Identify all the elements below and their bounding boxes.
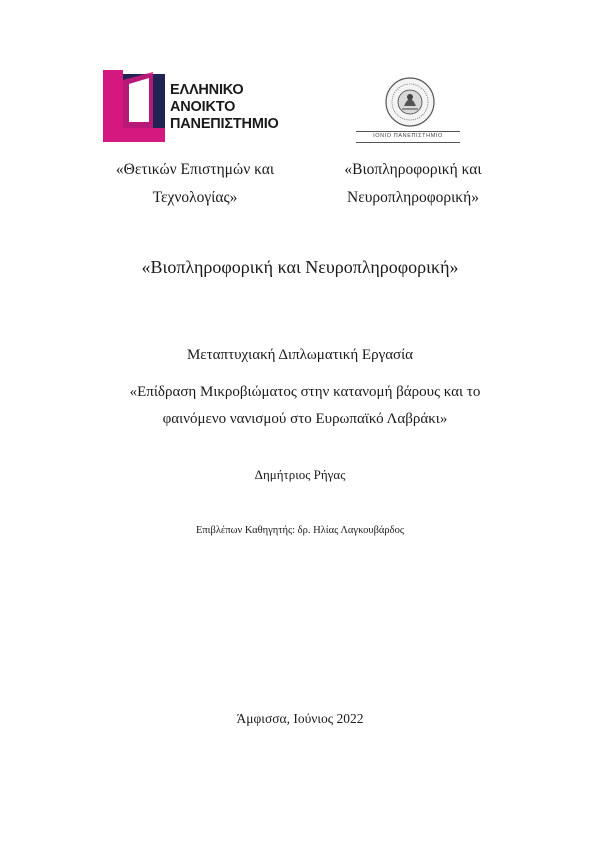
- supervisor: Επιβλέπων Καθηγητής: δρ. Ηλίας Λαγκουβάρδος: [195, 525, 405, 536]
- faculty-label: [95, 156, 295, 212]
- department-label-line2: Νευροπληροφορική»: [347, 189, 479, 206]
- faculty-label-line1: «Θετικών Επιστημών και: [115, 161, 275, 178]
- author-name: Δημήτριος Ρήγας: [254, 467, 346, 482]
- university-seal-icon: [384, 76, 436, 128]
- eap-logo-wordmark: [170, 82, 279, 133]
- eap-logo-line2: ΑΝΟΙΚΤΟ: [170, 99, 236, 115]
- department-label: [313, 156, 513, 212]
- department-label-line1: «Βιοπληροφορική και: [344, 161, 482, 178]
- program-title: «Βιοπληροφορική και Νευροπληροφορική»: [141, 257, 459, 277]
- faculty-label-line2: Τεχνολογίας»: [152, 189, 238, 206]
- thesis-title: [90, 379, 520, 433]
- place-date: Άμφισσα, Ιούνιος 2022: [236, 711, 364, 726]
- thesis-title-line1: «Επίδραση Μικροβιώματος στην κατανομή βάρους και το: [129, 384, 481, 400]
- thesis-title-line2: φαινόμενο νανισμού στο Ευρωπαϊκό Λαβράκι»: [162, 411, 448, 427]
- thesis-type: Μεταπτυχιακή Διπλωματική Εργασία: [186, 347, 414, 363]
- eap-logo-line3: ΠΑΝΕΠΙΣΤΗΜΙΟ: [170, 116, 279, 132]
- seal-caption: ΙΟΝΙΟ ΠΑΝΕΠΙΣΤΗΜΙΟ: [373, 133, 443, 139]
- eap-logo-line1: ΕΛΛΗΝΙΚΟ: [170, 82, 244, 98]
